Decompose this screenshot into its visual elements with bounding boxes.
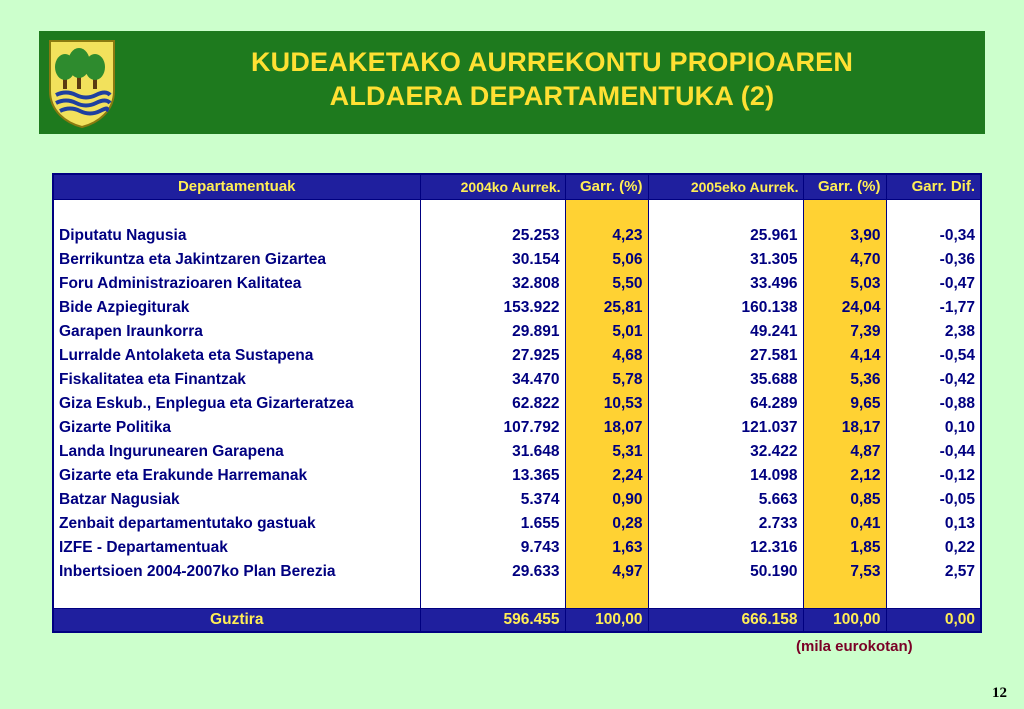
budget-2005: 27.581 [648, 344, 803, 368]
share-diff: -0,05 [886, 488, 981, 512]
share-2004: 5,31 [565, 440, 648, 464]
budget-2005: 35.688 [648, 368, 803, 392]
share-2005: 0,85 [803, 488, 886, 512]
share-2004: 18,07 [565, 416, 648, 440]
budget-2004: 29.633 [420, 560, 565, 584]
department-name: Gizarte Politika [53, 416, 420, 440]
gipuzkoa-coat-of-arms-icon [48, 39, 116, 129]
header-share-2004: Garr. (%) [565, 174, 648, 200]
share-2004: 0,90 [565, 488, 648, 512]
share-2005: 5,03 [803, 272, 886, 296]
budget-2004: 32.808 [420, 272, 565, 296]
budget-2005: 5.663 [648, 488, 803, 512]
share-diff: 2,38 [886, 320, 981, 344]
department-name: IZFE - Departamentuak [53, 536, 420, 560]
budget-2004: 34.470 [420, 368, 565, 392]
department-name: Diputatu Nagusia [53, 224, 420, 248]
page-title [139, 45, 965, 113]
share-diff: -0,12 [886, 464, 981, 488]
share-2004: 5,01 [565, 320, 648, 344]
table-row [53, 248, 981, 272]
budget-2005: 33.496 [648, 272, 803, 296]
table-row [53, 296, 981, 320]
table-row [53, 560, 981, 584]
share-diff: -0,44 [886, 440, 981, 464]
budget-2005: 160.138 [648, 296, 803, 320]
share-2004: 4,23 [565, 224, 648, 248]
department-name: Landa Ingurunearen Garapena [53, 440, 420, 464]
share-2004: 4,68 [565, 344, 648, 368]
share-diff: -0,88 [886, 392, 981, 416]
budget-2005: 32.422 [648, 440, 803, 464]
table-row [53, 224, 981, 248]
department-name: Berrikuntza eta Jakintzaren Gizartea [53, 248, 420, 272]
table-row [53, 536, 981, 560]
total-label: Guztira [53, 609, 420, 633]
budget-2005: 121.037 [648, 416, 803, 440]
table-row [53, 512, 981, 536]
share-2005: 4,70 [803, 248, 886, 272]
title-banner [39, 31, 985, 134]
share-diff: 0,10 [886, 416, 981, 440]
total-share-2004: 100,00 [565, 609, 648, 633]
share-2004: 25,81 [565, 296, 648, 320]
header-budget-2005: 2005eko Aurrek. [648, 174, 803, 200]
share-2004: 4,97 [565, 560, 648, 584]
budget-2004: 29.891 [420, 320, 565, 344]
total-budget-2004: 596.455 [420, 609, 565, 633]
budget-2004: 5.374 [420, 488, 565, 512]
budget-2004: 30.154 [420, 248, 565, 272]
share-2005: 18,17 [803, 416, 886, 440]
units-note: (mila eurokotan) [796, 638, 913, 655]
budget-2004: 13.365 [420, 464, 565, 488]
share-2004: 0,28 [565, 512, 648, 536]
department-name: Foru Administrazioaren Kalitatea [53, 272, 420, 296]
share-diff: -0,54 [886, 344, 981, 368]
department-name: Inbertsioen 2004-2007ko Plan Berezia [53, 560, 420, 584]
share-2005: 9,65 [803, 392, 886, 416]
budget-2004: 1.655 [420, 512, 565, 536]
budget-table [52, 173, 982, 633]
total-budget-2005: 666.158 [648, 609, 803, 633]
budget-2004: 62.822 [420, 392, 565, 416]
share-2005: 2,12 [803, 464, 886, 488]
share-diff: 2,57 [886, 560, 981, 584]
header-departments: Departamentuak [53, 174, 420, 200]
table-row [53, 392, 981, 416]
budget-2005: 2.733 [648, 512, 803, 536]
share-2004: 10,53 [565, 392, 648, 416]
share-2005: 1,85 [803, 536, 886, 560]
department-name: Gizarte eta Erakunde Harremanak [53, 464, 420, 488]
total-share-2005: 100,00 [803, 609, 886, 633]
table-row [53, 464, 981, 488]
share-2005: 4,87 [803, 440, 886, 464]
department-name: Fiskalitatea eta Finantzak [53, 368, 420, 392]
budget-2005: 14.098 [648, 464, 803, 488]
share-2004: 5,50 [565, 272, 648, 296]
header-budget-2004: 2004ko Aurrek. [420, 174, 565, 200]
table-row [53, 416, 981, 440]
share-2005: 5,36 [803, 368, 886, 392]
header-share-diff: Garr. Dif. [886, 174, 981, 200]
department-name: Zenbait departamentutako gastuak [53, 512, 420, 536]
table-row [53, 368, 981, 392]
header-share-2005: Garr. (%) [803, 174, 886, 200]
budget-2005: 12.316 [648, 536, 803, 560]
spacer-row [53, 200, 981, 225]
table-row [53, 320, 981, 344]
department-name: Bide Azpiegiturak [53, 296, 420, 320]
share-2005: 7,53 [803, 560, 886, 584]
share-diff: -0,34 [886, 224, 981, 248]
budget-2005: 49.241 [648, 320, 803, 344]
share-2004: 2,24 [565, 464, 648, 488]
department-name: Giza Eskub., Enplegua eta Gizarteratzea [53, 392, 420, 416]
table-row [53, 272, 981, 296]
budget-2004: 31.648 [420, 440, 565, 464]
share-diff: -0,42 [886, 368, 981, 392]
total-row [53, 609, 981, 633]
department-name: Batzar Nagusiak [53, 488, 420, 512]
table-header-row [53, 174, 981, 200]
department-name: Lurralde Antolaketa eta Sustapena [53, 344, 420, 368]
budget-2004: 25.253 [420, 224, 565, 248]
share-diff: -0,47 [886, 272, 981, 296]
page-title-line2: ALDAERA DEPARTAMENTUKA (2) [329, 81, 775, 111]
total-share-diff: 0,00 [886, 609, 981, 633]
share-diff: -0,36 [886, 248, 981, 272]
spacer-row [53, 584, 981, 609]
budget-2004: 107.792 [420, 416, 565, 440]
table-row [53, 344, 981, 368]
table-row [53, 440, 981, 464]
department-name: Garapen Iraunkorra [53, 320, 420, 344]
share-2004: 5,78 [565, 368, 648, 392]
budget-2004: 153.922 [420, 296, 565, 320]
budget-2005: 25.961 [648, 224, 803, 248]
budget-2004: 27.925 [420, 344, 565, 368]
share-2004: 1,63 [565, 536, 648, 560]
budget-2005: 31.305 [648, 248, 803, 272]
table-row [53, 488, 981, 512]
share-2005: 0,41 [803, 512, 886, 536]
share-2004: 5,06 [565, 248, 648, 272]
budget-2005: 50.190 [648, 560, 803, 584]
budget-2004: 9.743 [420, 536, 565, 560]
share-diff: 0,13 [886, 512, 981, 536]
budget-2005: 64.289 [648, 392, 803, 416]
page-number: 12 [992, 685, 1007, 701]
share-diff: 0,22 [886, 536, 981, 560]
share-2005: 4,14 [803, 344, 886, 368]
page-title-line1: KUDEAKETAKO AURREKONTU PROPIOAREN [250, 47, 854, 77]
share-diff: -1,77 [886, 296, 981, 320]
share-2005: 7,39 [803, 320, 886, 344]
share-2005: 3,90 [803, 224, 886, 248]
share-2005: 24,04 [803, 296, 886, 320]
